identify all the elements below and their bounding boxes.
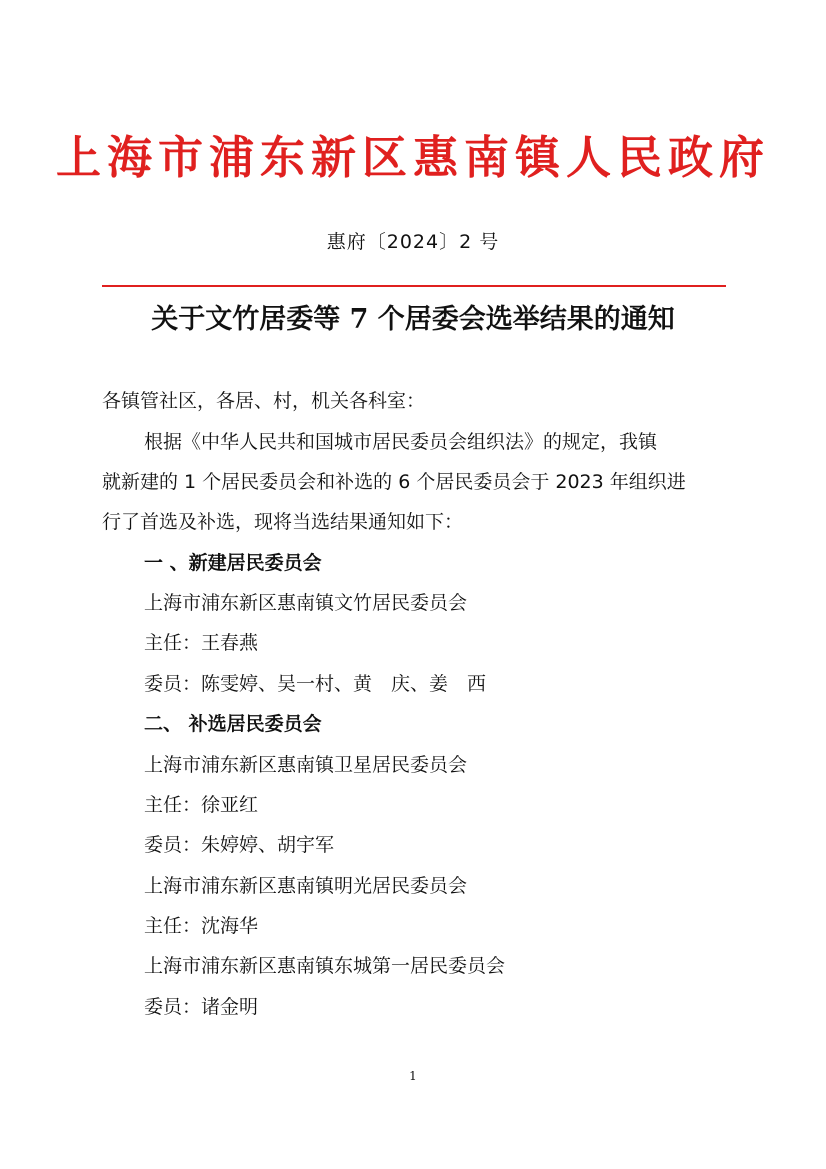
committee-name-wenzhu: 上海市浦东新区惠南镇文竹居民委员会 <box>144 592 468 614</box>
members-dongcheng: 委员：诸金明 <box>144 996 259 1018</box>
document-number: 惠府〔2024〕2 号 <box>326 231 500 253</box>
committee-name-mingguang: 上海市浦东新区惠南镇明光居民委员会 <box>144 875 468 897</box>
section-heading-by-election: 二、 补选居民委员会 <box>144 713 322 735</box>
director-mingguang: 主任：沈海华 <box>144 915 259 937</box>
intro-paragraph-line-1: 根据《中华人民共和国城市居民委员会组织法》的规定，我镇 <box>144 431 658 453</box>
red-divider-line <box>102 285 726 287</box>
committee-name-weixing: 上海市浦东新区惠南镇卫星居民委员会 <box>144 754 468 776</box>
committee-name-dongcheng: 上海市浦东新区惠南镇东城第一居民委员会 <box>144 955 506 977</box>
intro-paragraph-line-2: 就新建的 1 个居民委员会和补选的 6 个居民委员会于 2023 年组织进 <box>102 471 686 493</box>
members-weixing: 委员：朱婷婷、胡宇军 <box>144 834 335 856</box>
intro-paragraph-line-3: 行了首选及补选，现将当选结果通知如下： <box>102 511 464 533</box>
salutation: 各镇管社区，各居、村，机关各科室： <box>102 390 426 412</box>
notice-title: 关于文竹居委等 7 个居委会选举结果的通知 <box>151 304 675 335</box>
members-wenzhu: 委员：陈雯婷、吴一村、黄 庆、姜 西 <box>144 673 487 695</box>
issuer-header: 上海市浦东新区惠南镇人民政府 <box>55 131 770 184</box>
section-heading-new-committee: 一 、新建居民委员会 <box>144 552 322 574</box>
director-weixing: 主任：徐亚红 <box>144 794 259 816</box>
director-wenzhu: 主任：王春燕 <box>144 632 259 654</box>
page-number: 1 <box>409 1069 417 1083</box>
